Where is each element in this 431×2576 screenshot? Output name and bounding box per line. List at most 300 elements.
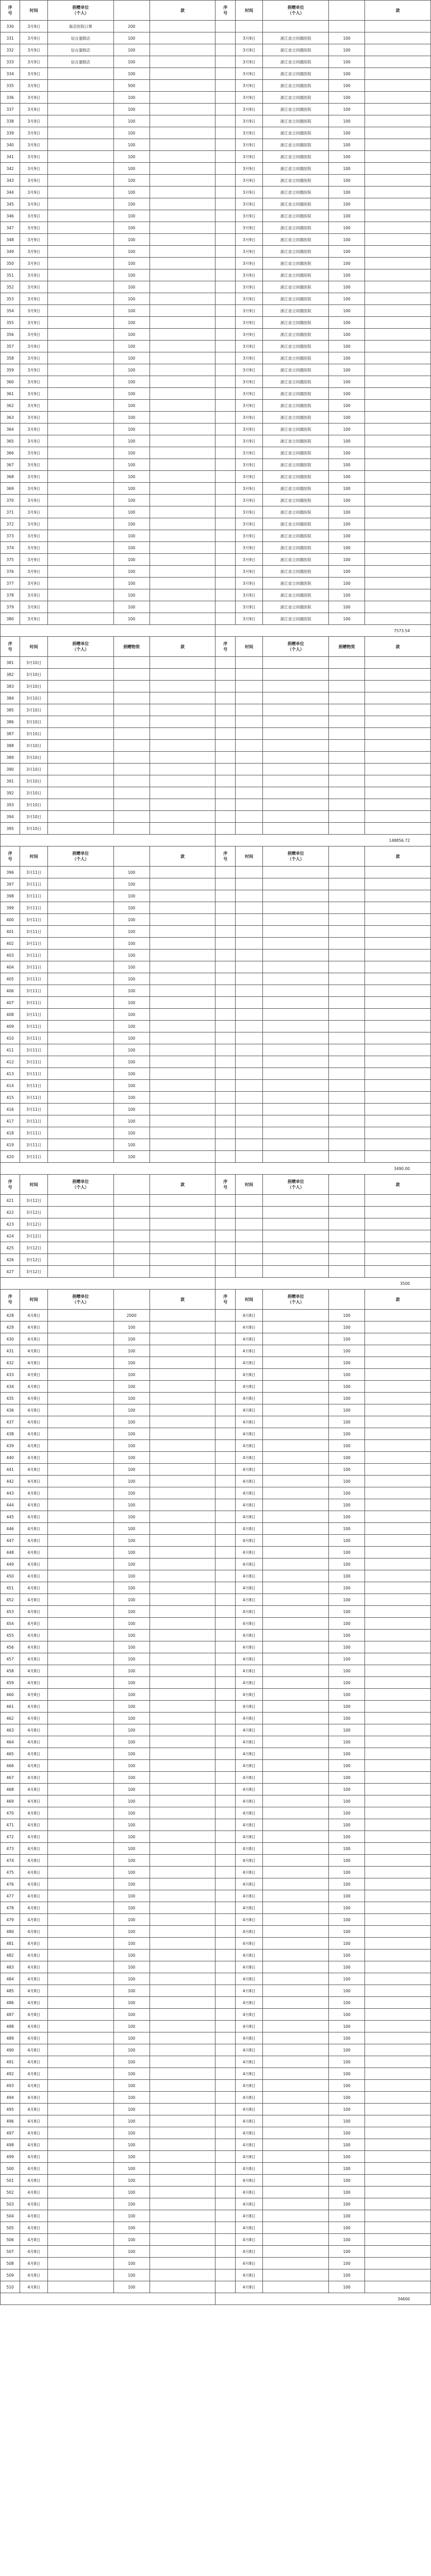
table-cell — [47, 1092, 113, 1104]
table-cell — [365, 364, 431, 376]
table-cell — [263, 2127, 329, 2139]
table-row — [1, 1310, 431, 1321]
table-cell — [365, 1044, 431, 1056]
table-row — [1, 1139, 431, 1151]
table-cell: 100 — [113, 1115, 150, 1127]
table-cell: 4月8日 — [235, 1724, 263, 1736]
table-cell: 100 — [329, 187, 365, 198]
table-cell: 海京医院口罩 — [47, 21, 113, 32]
section-summary-row — [1, 625, 431, 637]
table-cell: 4月8日 — [20, 1487, 48, 1499]
table-cell: 434 — [1, 1381, 20, 1393]
table-cell: 100 — [113, 1867, 150, 1878]
table-cell — [150, 1926, 216, 1938]
table-cell: 100 — [329, 1902, 365, 1914]
table-cell: 4月8日 — [235, 1653, 263, 1665]
table-cell — [365, 246, 431, 258]
table-cell — [365, 281, 431, 293]
table-cell: 100 — [329, 1713, 365, 1724]
table-cell: 100 — [113, 1677, 150, 1689]
header-cell: 捐赠单位 （个人） — [47, 1, 113, 21]
table-cell — [150, 1867, 216, 1878]
table-row — [1, 2139, 431, 2151]
table-cell — [47, 1499, 113, 1511]
table-cell — [329, 740, 365, 752]
header-cell: 序 号 — [216, 1, 235, 21]
table-cell: 100 — [329, 471, 365, 483]
table-cell: 4月8日 — [235, 1523, 263, 1535]
table-cell: 3月9日 — [20, 530, 48, 542]
table-cell — [47, 1938, 113, 1950]
table-cell: 3月9日 — [235, 187, 263, 198]
table-cell — [365, 1056, 431, 1068]
table-cell: 100 — [113, 1713, 150, 1724]
table-row — [1, 329, 431, 341]
table-cell: 4月8日 — [235, 2187, 263, 2198]
table-cell: 3月9日 — [235, 400, 263, 412]
table-cell — [150, 1807, 216, 1819]
table-cell: 100 — [113, 234, 150, 246]
table-cell: 353 — [1, 293, 20, 305]
table-cell: 4月8日 — [20, 1452, 48, 1464]
table-row — [1, 341, 431, 352]
table-cell — [235, 1068, 263, 1080]
table-cell — [365, 1139, 431, 1151]
table-cell — [47, 305, 113, 317]
table-cell — [216, 961, 235, 973]
table-cell: 100 — [113, 1831, 150, 1843]
table-cell: 100 — [329, 2127, 365, 2139]
table-cell: 351 — [1, 269, 20, 281]
table-row — [1, 1724, 431, 1736]
table-cell — [235, 1207, 263, 1218]
table-cell — [216, 1009, 235, 1021]
table-cell — [216, 80, 235, 92]
table-cell — [47, 1009, 113, 1021]
table-cell: 100 — [329, 1867, 365, 1878]
table-cell — [150, 80, 216, 92]
table-row — [1, 1032, 431, 1044]
table-cell: 4月8日 — [20, 1476, 48, 1487]
table-cell: 3月9日 — [20, 222, 48, 234]
table-cell — [47, 2258, 113, 2269]
table-cell — [329, 1115, 365, 1127]
table-cell: 390 — [1, 764, 20, 775]
table-cell — [47, 1795, 113, 1807]
table-cell: 100 — [329, 566, 365, 578]
table-cell: 100 — [113, 151, 150, 163]
table-cell — [365, 329, 431, 341]
table-cell: 100 — [113, 1547, 150, 1558]
table-row — [1, 890, 431, 902]
table-cell: 100 — [113, 92, 150, 104]
table-cell — [235, 914, 263, 926]
table-cell: 4月8日 — [235, 1938, 263, 1950]
table-cell — [216, 1748, 235, 1760]
table-cell — [365, 2115, 431, 2127]
table-cell — [150, 1428, 216, 1440]
table-cell: 467 — [1, 1772, 20, 1784]
table-cell — [150, 175, 216, 187]
table-cell: 343 — [1, 175, 20, 187]
table-cell: 100 — [329, 139, 365, 151]
table-cell: 100 — [113, 293, 150, 305]
table-cell — [150, 1997, 216, 2009]
table-cell — [365, 1902, 431, 1914]
table-cell: 3月11日 — [20, 1151, 48, 1163]
table-cell — [263, 878, 329, 890]
table-cell — [216, 985, 235, 997]
table-cell: 502 — [1, 2187, 20, 2198]
table-cell — [263, 2187, 329, 2198]
table-row — [1, 1582, 431, 1594]
table-cell: 100 — [113, 1973, 150, 1985]
table-cell: 100 — [113, 127, 150, 139]
table-cell: 100 — [113, 1068, 150, 1080]
table-cell: 468 — [1, 1784, 20, 1795]
table-cell: 4月8日 — [235, 1416, 263, 1428]
table-row — [1, 554, 431, 566]
summary-value: 3490.00 — [216, 1163, 431, 1175]
table-cell — [365, 1357, 431, 1369]
table-cell — [263, 1032, 329, 1044]
table-cell: 3月9日 — [235, 32, 263, 44]
table-cell: 100 — [329, 2281, 365, 2293]
table-cell: 100 — [113, 1139, 150, 1151]
table-cell — [365, 1582, 431, 1594]
table-row — [1, 1819, 431, 1831]
table-cell: 100 — [329, 329, 365, 341]
table-cell — [47, 1807, 113, 1819]
table-cell — [150, 1784, 216, 1795]
table-cell — [235, 1021, 263, 1032]
table-cell — [113, 799, 150, 811]
table-cell — [47, 2234, 113, 2246]
table-cell: 4月8日 — [20, 2163, 48, 2175]
table-cell — [263, 1618, 329, 1630]
table-cell — [150, 613, 216, 625]
table-cell: 100 — [329, 1476, 365, 1487]
table-cell — [47, 2281, 113, 2293]
table-cell — [216, 787, 235, 799]
table-cell — [150, 2056, 216, 2068]
table-cell — [47, 1843, 113, 1855]
table-cell — [365, 1440, 431, 1452]
table-cell — [150, 1523, 216, 1535]
table-cell: 100 — [329, 2187, 365, 2198]
table-cell — [150, 799, 216, 811]
table-cell — [329, 681, 365, 692]
table-cell — [47, 1266, 113, 1278]
table-row — [1, 32, 431, 44]
table-cell: 415 — [1, 1092, 20, 1104]
table-cell — [263, 1594, 329, 1606]
table-cell — [150, 1594, 216, 1606]
table-cell: 4月8日 — [20, 2021, 48, 2032]
table-cell — [263, 1736, 329, 1748]
table-cell — [263, 2080, 329, 2092]
table-cell: 3月11日 — [20, 997, 48, 1009]
table-row — [1, 151, 431, 163]
table-cell — [365, 32, 431, 44]
table-cell: 454 — [1, 1618, 20, 1630]
table-cell — [216, 483, 235, 495]
table-row — [1, 1044, 431, 1056]
table-cell: 482 — [1, 1950, 20, 1961]
table-cell: 100 — [329, 1701, 365, 1713]
table-cell: 4月8日 — [20, 1547, 48, 1558]
table-cell — [263, 1393, 329, 1404]
table-row — [1, 1104, 431, 1115]
table-cell: 100 — [113, 542, 150, 554]
table-cell — [216, 1333, 235, 1345]
table-cell — [365, 1068, 431, 1080]
table-cell: 浙江省立同德医院 — [263, 151, 329, 163]
table-row — [1, 1867, 431, 1878]
table-cell — [263, 2056, 329, 2068]
table-cell: 100 — [113, 902, 150, 914]
table-cell — [216, 1843, 235, 1855]
table-cell — [150, 400, 216, 412]
table-cell — [263, 926, 329, 938]
table-cell: 4月8日 — [235, 2234, 263, 2246]
table-cell — [216, 400, 235, 412]
table-cell: 4月8日 — [20, 2198, 48, 2210]
table-cell: 100 — [329, 92, 365, 104]
table-cell: 100 — [329, 222, 365, 234]
table-cell: 100 — [329, 234, 365, 246]
table-cell — [216, 1254, 235, 1266]
table-cell — [365, 1772, 431, 1784]
table-cell — [150, 1701, 216, 1713]
table-cell — [47, 1381, 113, 1393]
table-cell — [216, 258, 235, 269]
table-cell — [216, 2044, 235, 2056]
table-cell: 3月9日 — [20, 601, 48, 613]
table-cell: 100 — [329, 2198, 365, 2210]
table-cell: 437 — [1, 1416, 20, 1428]
table-cell: 浙江省立同德医院 — [263, 483, 329, 495]
table-cell — [216, 740, 235, 752]
table-cell — [150, 1558, 216, 1570]
table-cell: 3月11日 — [20, 1044, 48, 1056]
table-cell: 100 — [329, 506, 365, 518]
table-cell — [216, 811, 235, 823]
table-cell: 100 — [113, 1819, 150, 1831]
table-cell — [216, 823, 235, 835]
table-cell: 100 — [329, 1689, 365, 1701]
table-row — [1, 1476, 431, 1487]
table-cell — [235, 823, 263, 835]
table-row — [1, 305, 431, 317]
table-cell — [365, 1973, 431, 1985]
table-cell: 3月9日 — [20, 163, 48, 175]
table-cell — [263, 1653, 329, 1665]
table-cell — [235, 1230, 263, 1242]
table-row — [1, 1641, 431, 1653]
table-cell — [365, 914, 431, 926]
table-row — [1, 764, 431, 775]
table-cell: 458 — [1, 1665, 20, 1677]
table-cell: 100 — [113, 1345, 150, 1357]
table-cell: 100 — [113, 973, 150, 985]
table-cell — [329, 1092, 365, 1104]
table-cell — [47, 423, 113, 435]
table-cell — [150, 376, 216, 388]
table-cell — [150, 2175, 216, 2187]
table-cell: 4月8日 — [20, 1582, 48, 1594]
table-cell — [365, 1961, 431, 1973]
table-cell — [216, 728, 235, 740]
table-cell: 464 — [1, 1736, 20, 1748]
table-cell — [150, 1056, 216, 1068]
table-cell — [263, 1381, 329, 1393]
table-cell: 333 — [1, 56, 20, 68]
table-cell — [47, 92, 113, 104]
table-cell: 4月8日 — [235, 1440, 263, 1452]
table-cell: 4月8日 — [235, 2104, 263, 2115]
table-cell: 100 — [113, 1985, 150, 1997]
table-row — [1, 799, 431, 811]
table-cell — [365, 1606, 431, 1618]
table-row — [1, 589, 431, 601]
table-cell: 4月8日 — [20, 1843, 48, 1855]
table-cell — [365, 1819, 431, 1831]
table-cell: 444 — [1, 1499, 20, 1511]
table-cell — [365, 1748, 431, 1760]
table-cell: 100 — [329, 163, 365, 175]
table-cell: 4月8日 — [20, 1606, 48, 1618]
table-cell: 浙江省立同德医院 — [263, 175, 329, 187]
table-cell: 472 — [1, 1831, 20, 1843]
table-cell: 394 — [1, 811, 20, 823]
table-cell: 3月9日 — [20, 341, 48, 352]
table-row — [1, 2163, 431, 2175]
table-cell: 浙江省立同德医院 — [263, 187, 329, 198]
table-cell — [263, 1104, 329, 1115]
table-cell — [47, 1926, 113, 1938]
table-cell — [263, 764, 329, 775]
table-cell — [216, 1476, 235, 1487]
table-cell — [365, 1867, 431, 1878]
table-cell — [365, 740, 431, 752]
section-header-row — [1, 846, 431, 867]
table-cell: 100 — [113, 1127, 150, 1139]
table-cell: 100 — [113, 2175, 150, 2187]
table-cell — [216, 1511, 235, 1523]
table-cell: 335 — [1, 80, 20, 92]
table-cell: 100 — [329, 1784, 365, 1795]
table-cell — [150, 352, 216, 364]
table-cell — [263, 1080, 329, 1092]
table-cell: 4月8日 — [20, 1310, 48, 1321]
table-cell — [47, 681, 113, 692]
table-cell — [263, 1701, 329, 1713]
table-cell: 457 — [1, 1653, 20, 1665]
table-cell: 427 — [1, 1266, 20, 1278]
table-cell: 365 — [1, 435, 20, 447]
table-cell — [365, 1760, 431, 1772]
table-cell: 100 — [113, 2092, 150, 2104]
table-cell — [216, 317, 235, 329]
table-cell: 4月8日 — [20, 1653, 48, 1665]
table-cell — [365, 2044, 431, 2056]
table-cell: 476 — [1, 1878, 20, 1890]
table-cell — [329, 716, 365, 728]
table-cell: 4月8日 — [235, 2198, 263, 2210]
table-cell: 100 — [113, 2021, 150, 2032]
table-cell — [235, 938, 263, 950]
table-cell — [47, 2104, 113, 2115]
table-cell: 4月8日 — [20, 1772, 48, 1784]
table-cell: 100 — [113, 2246, 150, 2258]
table-cell — [47, 2032, 113, 2044]
table-cell — [216, 1867, 235, 1878]
table-cell — [365, 163, 431, 175]
table-cell — [263, 1772, 329, 1784]
header-cell — [329, 1175, 365, 1195]
table-row — [1, 1653, 431, 1665]
table-cell: 100 — [113, 1440, 150, 1452]
table-cell — [365, 2269, 431, 2281]
table-cell — [150, 2258, 216, 2269]
table-cell — [365, 1843, 431, 1855]
table-row — [1, 1807, 431, 1819]
table-cell: 100 — [113, 1795, 150, 1807]
table-cell: 100 — [113, 1032, 150, 1044]
table-cell: 3月9日 — [20, 269, 48, 281]
table-cell: 3月9日 — [235, 163, 263, 175]
table-cell: 3月11日 — [20, 938, 48, 950]
table-cell: 100 — [113, 2222, 150, 2234]
table-cell: 388 — [1, 740, 20, 752]
table-cell — [365, 506, 431, 518]
table-cell: 4月8日 — [235, 1487, 263, 1499]
table-cell — [365, 589, 431, 601]
table-cell: 409 — [1, 1021, 20, 1032]
table-cell — [150, 1641, 216, 1653]
table-cell: 100 — [329, 1393, 365, 1404]
table-cell — [47, 1677, 113, 1689]
table-cell — [150, 151, 216, 163]
table-cell: 100 — [329, 2163, 365, 2175]
table-cell — [216, 92, 235, 104]
table-cell: 435 — [1, 1393, 20, 1404]
table-cell — [365, 950, 431, 961]
table-row — [1, 1701, 431, 1713]
table-cell — [216, 1641, 235, 1653]
table-cell: 100 — [113, 1499, 150, 1511]
table-row — [1, 246, 431, 258]
table-cell: 100 — [113, 1452, 150, 1464]
header-cell: 捐赠单位 （个人） — [47, 846, 113, 867]
table-cell — [216, 1266, 235, 1278]
table-row — [1, 613, 431, 625]
table-cell: 355 — [1, 317, 20, 329]
table-cell — [113, 1218, 150, 1230]
table-cell: 4月8日 — [20, 2127, 48, 2139]
table-cell: 3月12日 — [20, 1218, 48, 1230]
table-row — [1, 1689, 431, 1701]
table-cell — [263, 1630, 329, 1641]
table-cell — [216, 2210, 235, 2222]
table-cell — [329, 1139, 365, 1151]
table-cell — [216, 657, 235, 669]
table-cell — [150, 961, 216, 973]
table-cell: 398 — [1, 890, 20, 902]
table-cell: 334 — [1, 68, 20, 80]
table-cell: 4月8日 — [20, 1404, 48, 1416]
